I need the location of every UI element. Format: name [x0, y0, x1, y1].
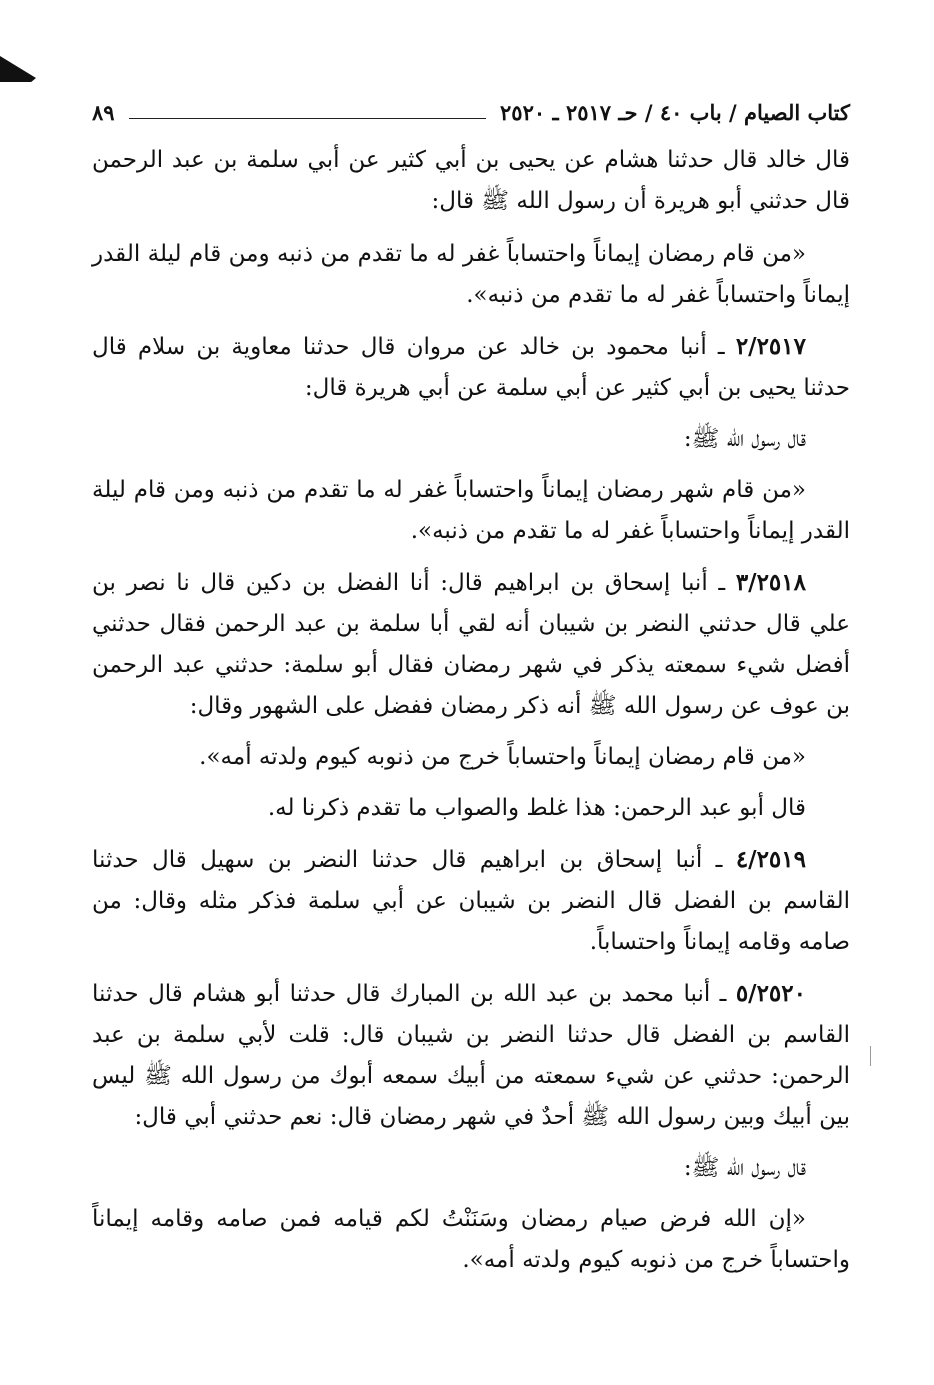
paragraph-text: «إن الله فرض صيام رمضان وسَنَنْتُ لكم قيامه فمن صامه وقامه إيماناً واحتساباً خرج من ذنوبه كيوم ولدته أمه». [92, 1206, 850, 1273]
page-header [92, 96, 850, 128]
page-body [92, 140, 850, 1291]
running-title: كتاب الصيام / باب ٤٠ / حـ ٢٥١٧ ـ ٢٥٢٠ [500, 99, 850, 125]
margin-tick [870, 1046, 871, 1066]
paragraph-text: «من قام رمضان إيماناً واحتساباً غفر له ما تقدم من ذنبه ومن قام ليلة القدر إيماناً واحتساباً غفر له ما تقدم من ذنبه». [92, 241, 850, 308]
page-number: ٨٩ [92, 99, 115, 125]
author-note [92, 788, 850, 829]
paragraph-text: قال رسول الله ﷺ: [683, 426, 806, 452]
prophet-said-2 [92, 1148, 850, 1189]
hadith-2519 [92, 839, 850, 963]
paragraph-text: ـ أنبا محمود بن خالد عن مروان قال حدثنا معاوية بن سلام قال حدثنا يحيى بن أبي كثير عن أبي سلمة عن أبي هريرة قال: [92, 334, 850, 401]
hadith-quote-1 [92, 234, 850, 316]
hadith-2517 [92, 326, 850, 409]
paragraph-text: ـ أنبا محمد بن عبد الله بن المبارك قال حدثنا أبو هشام قال حدثنا القاسم بن الفضل قال حدثنا النضر بن شيبان قال: قلت لأبي سلمة بن عبد الرحمن: حدثني عن شيء سمعته من أبيك سمعه أبوك من رسول الله ﷺ ليس بين أبيك وبين رسول الله ﷺ أحدٌ في شهر رمضان قال: نعم حدثني أبي قال: [92, 981, 850, 1130]
paragraph-text: ـ أنبا إسحاق بن ابراهيم قال حدثنا النضر بن سهيل قال حدثنا القاسم بن الفضل قال النضر بن شيبان عن أبي سلمة فذكر مثله وقال: من صامه وقامه إيماناً واحتساباً. [92, 847, 850, 955]
hadith-2518 [92, 562, 850, 727]
hadith-quote-3 [92, 737, 850, 778]
paragraph-1 [92, 140, 850, 222]
paragraph-text: قال خالد قال حدثنا هشام عن يحيى بن أبي كثير عن أبي سلمة بن عبد الرحمن قال حدثني أبو هريرة أن رسول الله ﷺ قال: [92, 147, 850, 214]
hadith-quote-4 [92, 1199, 850, 1281]
hadith-number: ٣/٢٥١٨ [735, 569, 806, 596]
hadith-quote-2 [92, 470, 850, 552]
paragraph-text: «من قام شهر رمضان إيماناً واحتساباً غفر له ما تقدم من ذنبه ومن قام ليلة القدر إيماناً واحتساباً غفر له ما تقدم من ذنبه». [92, 477, 850, 544]
prophet-said-1 [92, 419, 850, 460]
hadith-number: ٥/٢٥٢٠ [735, 980, 806, 1007]
paragraph-text: قال أبو عبد الرحمن: هذا غلط والصواب ما تقدم ذكرنا له. [267, 795, 806, 821]
paragraph-text: قال رسول الله ﷺ: [683, 1155, 806, 1181]
header-rule [129, 118, 486, 119]
hadith-number: ٢/٢٥١٧ [735, 333, 806, 360]
hadith-2520 [92, 973, 850, 1138]
paragraph-text: «من قام رمضان إيماناً واحتساباً خرج من ذنوبه كيوم ولدته أمه». [199, 744, 806, 770]
paragraph-text: ـ أنبا إسحاق بن ابراهيم قال: أنا الفضل بن دكين قال نا نصر بن علي قال حدثني النضر بن شيبان أنه لقي أبا سلمة بن عبد الرحمن فقال حدثني أفضل شيء سمعته يذكر في شهر رمضان فقال أبو سلمة: حدثني عبد الرحمن بن عوف عن رسول الله ﷺ أنه ذكر رمضان ففضل على الشهور وقال: [92, 570, 850, 719]
hadith-number: ٤/٢٥١٩ [735, 846, 806, 873]
